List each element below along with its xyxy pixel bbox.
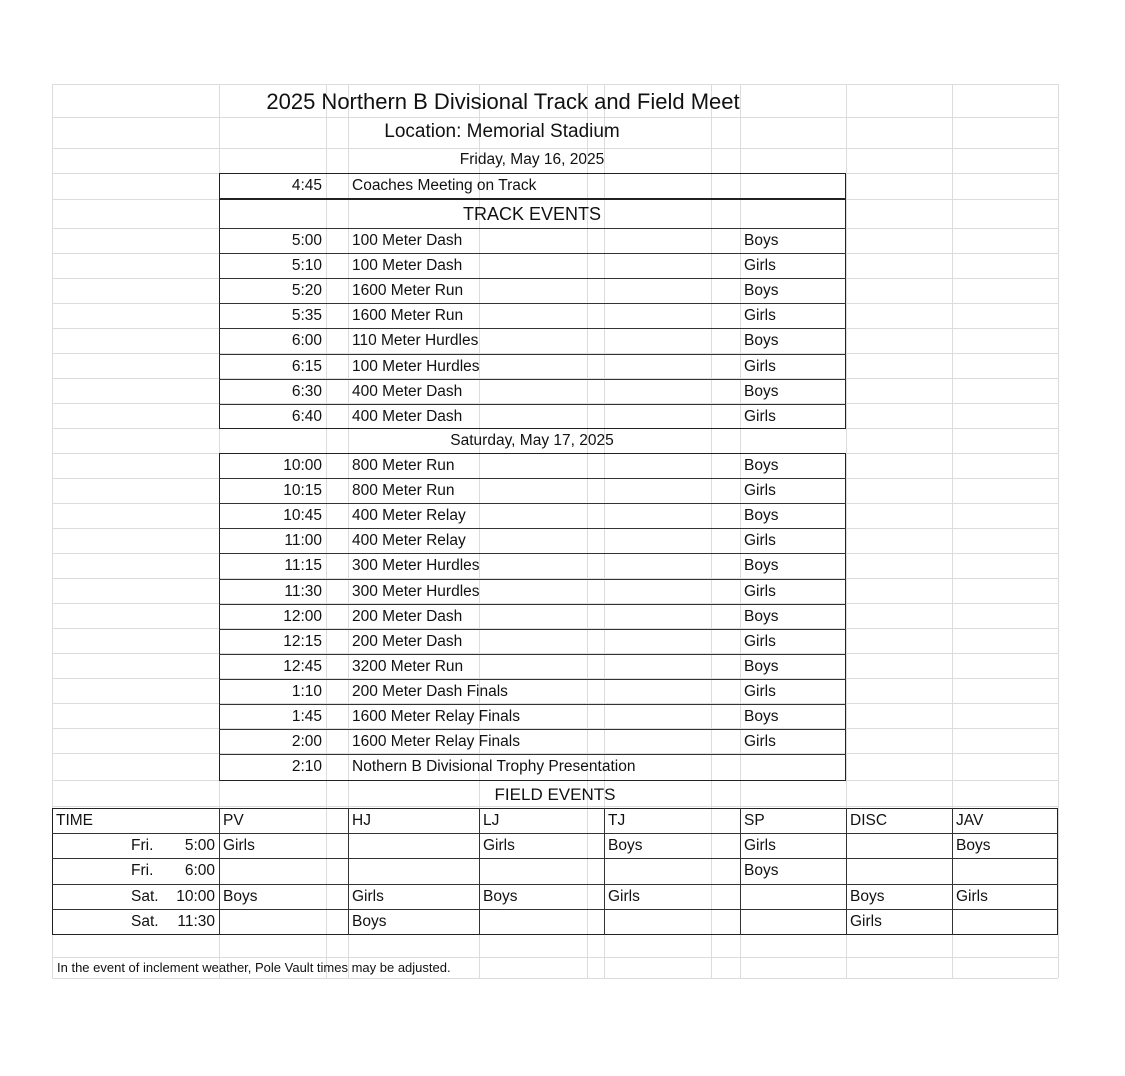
field-column-header: SP: [744, 812, 765, 829]
field-column-header: LJ: [483, 812, 500, 829]
event-time: 5:35: [291, 307, 322, 325]
field-column-header: DISC: [850, 812, 888, 829]
row-divider: [219, 654, 846, 655]
field-column-header: HJ: [352, 812, 371, 829]
field-cell: Girls: [223, 837, 255, 854]
event-name: 400 Meter Relay: [352, 507, 466, 525]
row-divider: [219, 478, 846, 479]
event-gender: Boys: [744, 332, 779, 350]
event-gender: Girls: [744, 532, 776, 550]
event-gender: Boys: [744, 657, 779, 675]
field-row-divider: [52, 909, 1058, 910]
row-divider: [219, 503, 846, 504]
row-divider: [219, 604, 846, 605]
event-name: 100 Meter Dash: [352, 257, 463, 275]
row-divider: [219, 704, 846, 705]
event-time: 2:00: [291, 733, 322, 751]
field-col-divider: [348, 808, 349, 935]
event-time: 5:10: [291, 257, 322, 275]
event-name: Nothern B Divisional Trophy Presentation: [352, 758, 636, 776]
event-time: 10:45: [283, 507, 322, 525]
event-name: 200 Meter Dash: [352, 632, 463, 650]
field-cell: Boys: [744, 862, 779, 879]
event-time: 11:15: [284, 557, 322, 575]
row-divider: [219, 354, 846, 355]
event-gender: Boys: [744, 507, 779, 525]
track-header-divider: [219, 228, 846, 229]
event-name: 300 Meter Hurdles: [352, 582, 480, 600]
event-name: 400 Meter Dash: [352, 407, 463, 425]
event-name: 400 Meter Dash: [352, 382, 463, 400]
row-divider: [219, 729, 846, 730]
row-divider: [219, 404, 846, 405]
event-gender: Girls: [744, 582, 776, 600]
field-cell: Boys: [956, 837, 991, 854]
gridline-horizontal: [52, 117, 1058, 118]
event-name: 200 Meter Dash: [352, 607, 463, 625]
meeting-time: 4:45: [291, 177, 322, 194]
field-time: 11:30: [177, 913, 215, 930]
field-time: 6:00: [184, 862, 215, 879]
field-row-divider: [52, 858, 1058, 859]
event-name: 200 Meter Dash Finals: [352, 682, 508, 700]
gridline-vertical: [1058, 84, 1059, 978]
event-time: 6:15: [291, 357, 322, 375]
event-time: 11:00: [284, 532, 322, 550]
row-divider: [219, 679, 846, 680]
field-day: Fri.: [131, 862, 154, 879]
event-name: 1600 Meter Relay Finals: [352, 733, 520, 751]
event-gender: Girls: [744, 632, 776, 650]
track-events-header: TRACK EVENTS: [462, 204, 602, 224]
event-gender: Boys: [744, 607, 779, 625]
event-gender: Boys: [744, 282, 779, 300]
gridline-horizontal: [52, 978, 1058, 979]
event-name: 800 Meter Run: [352, 482, 455, 500]
field-time: 5:00: [184, 837, 215, 854]
event-time: 6:40: [291, 407, 322, 425]
field-col-divider: [219, 808, 220, 935]
field-cell: Girls: [483, 837, 515, 854]
event-gender: Girls: [744, 257, 776, 275]
gridline-horizontal: [52, 148, 1058, 149]
event-time: 11:30: [284, 582, 322, 600]
field-cell: Girls: [608, 888, 640, 905]
event-time: 6:00: [291, 332, 322, 350]
field-col-divider: [846, 808, 847, 935]
event-name: 110 Meter Hurdles: [352, 332, 479, 350]
event-name: 1600 Meter Run: [352, 307, 464, 325]
event-time: 1:45: [291, 708, 322, 725]
event-time: 5:20: [291, 282, 322, 300]
event-name: 100 Meter Dash: [352, 232, 463, 249]
event-time: 6:30: [291, 382, 322, 400]
event-gender: Boys: [744, 232, 779, 249]
day1-date: Friday, May 16, 2025: [459, 151, 605, 168]
row-divider: [219, 754, 846, 755]
field-day: Fri.: [131, 837, 154, 854]
day2-date: Saturday, May 17, 2025: [450, 432, 614, 449]
row-divider: [219, 629, 846, 630]
field-col-divider: [479, 808, 480, 935]
field-time: 10:00: [176, 888, 215, 905]
field-row-divider: [52, 884, 1058, 885]
event-name: 800 Meter Run: [352, 457, 455, 474]
event-name: 400 Meter Relay: [352, 532, 466, 550]
event-gender: Girls: [744, 357, 776, 375]
field-column-header: JAV: [956, 812, 984, 829]
event-gender: Boys: [744, 457, 779, 474]
row-divider: [219, 553, 846, 554]
event-time: 12:00: [283, 607, 322, 625]
event-time: 1:10: [291, 682, 322, 700]
event-name: 1600 Meter Relay Finals: [352, 708, 520, 725]
weather-note: In the event of inclement weather, Pole Vault times may be adjusted.: [57, 960, 451, 975]
event-time: 10:00: [283, 457, 322, 474]
event-name: 300 Meter Hurdles: [352, 557, 480, 575]
event-gender: Boys: [744, 382, 779, 400]
field-column-header: TJ: [608, 812, 626, 829]
field-day: Sat.: [131, 913, 159, 930]
field-cell: Boys: [223, 888, 258, 905]
event-time: 5:00: [291, 232, 322, 249]
field-column-header: PV: [223, 812, 244, 829]
row-divider: [219, 278, 846, 279]
row-divider: [219, 253, 846, 254]
field-cell: Boys: [352, 913, 387, 930]
field-col-divider: [604, 808, 605, 935]
field-cell: Boys: [483, 888, 518, 905]
event-gender: Girls: [744, 682, 776, 700]
field-col-divider: [952, 808, 953, 935]
field-column-header: TIME: [56, 812, 94, 829]
field-col-divider: [740, 808, 741, 935]
event-time: 12:45: [283, 657, 322, 675]
event-time: 2:10: [291, 758, 322, 776]
row-divider: [219, 328, 846, 329]
field-cell: Boys: [850, 888, 885, 905]
field-cell: Girls: [352, 888, 384, 905]
event-name: 100 Meter Hurdles: [352, 357, 480, 375]
event-gender: Girls: [744, 733, 776, 751]
event-gender: Boys: [744, 708, 779, 725]
event-time: 12:15: [283, 632, 322, 650]
row-divider: [219, 379, 846, 380]
field-cell: Girls: [850, 913, 882, 930]
row-divider: [219, 303, 846, 304]
field-events-header: FIELD EVENTS: [494, 785, 616, 804]
event-name: 3200 Meter Run: [352, 657, 464, 675]
field-day: Sat.: [131, 888, 159, 905]
event-time: 10:15: [283, 482, 322, 500]
field-cell: Girls: [956, 888, 988, 905]
page-title: 2025 Northern B Divisional Track and Field Meet: [266, 89, 740, 114]
gridline-horizontal: [52, 84, 1058, 85]
meeting-event: Coaches Meeting on Track: [352, 177, 537, 194]
event-gender: Girls: [744, 407, 776, 425]
event-name: 1600 Meter Run: [352, 282, 464, 300]
field-row-divider: [52, 833, 1058, 834]
gridline-horizontal: [52, 806, 1058, 807]
row-divider: [219, 579, 846, 580]
location: Location: Memorial Stadium: [384, 121, 620, 142]
field-cell: Boys: [608, 837, 643, 854]
event-gender: Girls: [744, 482, 776, 500]
event-gender: Boys: [744, 557, 779, 575]
event-gender: Girls: [744, 307, 776, 325]
row-divider: [219, 528, 846, 529]
field-cell: Girls: [744, 837, 776, 854]
